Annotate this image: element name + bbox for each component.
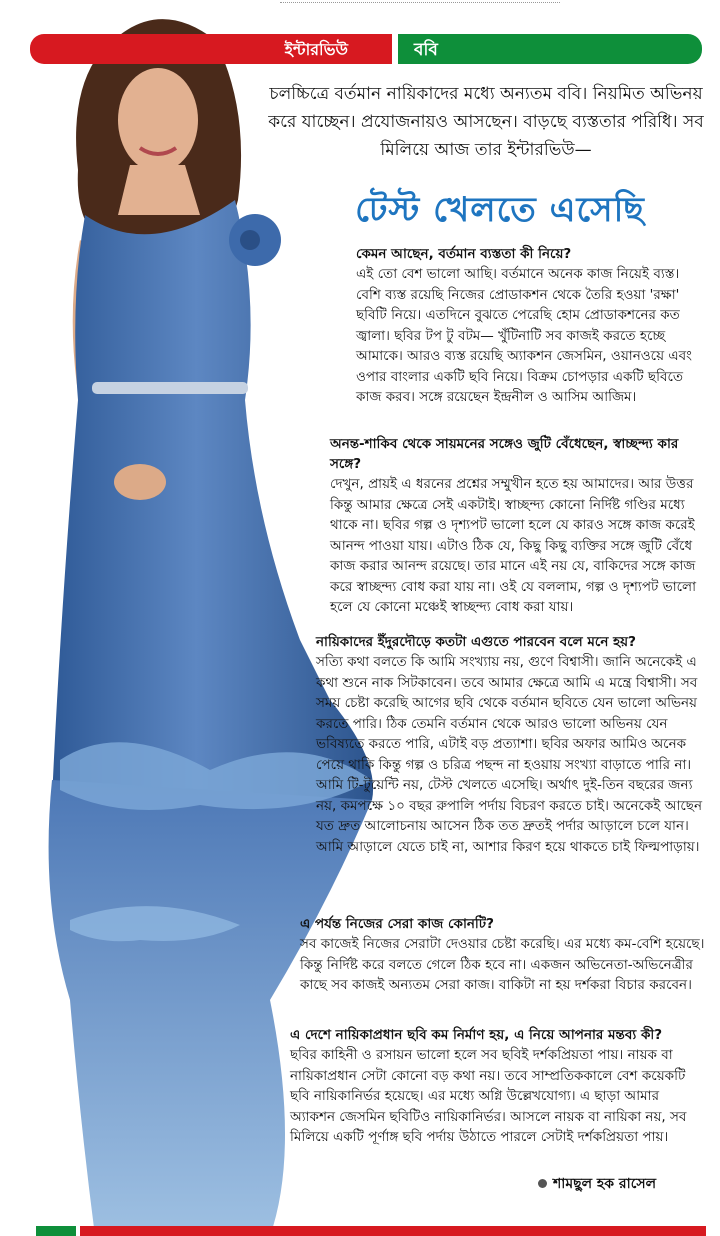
name-label: ববি: [414, 40, 438, 60]
qa-block-4: [300, 914, 708, 996]
qa-block-5: [290, 1025, 708, 1148]
answer-5: ছবির কাহিনী ও রসায়ন ভালো হলে সব ছবিই দর্শকপ্রিয়তা পায়। নায়ক বা নায়িকাপ্রধান সেটা কোনো বড় কথা নয়। তবে সাম্প্রতিককালে বেশ কয়েকটি ছবি নায়িকানির্ভর হয়েছে। এর মধ্যে অগ্নি উল্লেখযোগ্য। এ ছাড়া আমার অ্যাকশন জেসমিন ছবিটিও নায়িকানির্ভর। আসলে নায়ক বা নায়িকা নয়, সব মিলিয়ে একটি পূর্ণাঙ্গ ছবি পর্দায় উঠাতে পারলে সেটাই দর্শকপ্রিয়তা পায়।: [290, 1047, 687, 1145]
qa-block-2: [330, 434, 708, 618]
answer-1: এই তো বেশ ভালো আছি। বর্তমানে অনেক কাজ নিয়েই ব্যস্ত। বেশি ব্যস্ত রয়েছি নিজের প্রোডাকশন থেকে তৈরি হওয়া 'রক্ষা' ছবিটি নিয়ে। এতদিনে বুঝতে পেরেছি হোম প্রোডাকশনের কত জ্বালা। ছবির টপ টু বটম— খুঁটিনাটি সব কাজই করতে হচ্ছে আমাকে। আরও ব্যস্ত রয়েছি অ্যাকশন জেসমিন, ওয়ানওয়ে এবং ওপার বাংলার একটি ছবি নিয়ে। বিক্রম চোপড়ার একটি ছবিতে কাজ করব। সঙ্গে রয়েছেন ইন্দ্রনীল ও আসিম আজিম।: [356, 266, 692, 405]
question-1: কেমন আছেন, বর্তমান ব্যস্ততা কী নিয়ে?: [356, 246, 572, 262]
article-title: টেস্ট খেলতে এসেছি: [355, 190, 645, 230]
bullet-icon: [538, 1179, 547, 1188]
intro-text: চলচ্চিত্রে বর্তমান নায়িকাদের মধ্যে অন্যতম ববি। নিয়মিত অভিনয় করে যাচ্ছেন। প্রযোজনায়ও আসছেন। বাড়ছে ব্যস্ততার পরিধি। সব মিলিয়ে আজ তার ইন্টারভিউ—: [268, 84, 704, 160]
bottom-rule: [36, 1226, 706, 1236]
question-4: এ পর্যন্ত নিজের সেরা কাজ কোনটি?: [300, 916, 494, 932]
question-3: নায়িকাদের ইঁদুরদৌড়ে কতটা এগুতে পারবেন বলে মনে হয়?: [316, 634, 636, 650]
section-header: [30, 34, 702, 64]
question-2: অনন্ত-শাকিব থেকে সায়মনের সঙ্গেও জুটি বেঁধেছেন, স্বাচ্ছন্দ্য কার সঙ্গে?: [330, 436, 679, 472]
name-tag: [398, 34, 702, 64]
category-label: ইন্টারভিউ: [284, 40, 348, 59]
answer-2: দেখুন, প্রায়ই এ ধরনের প্রশ্নের সম্মুখীন হতে হয় আমাদের। আর উত্তর কিন্তু আমার ক্ষেত্রে সেই একটাই। স্বাচ্ছন্দ্য কোনো নির্দিষ্ট গণ্ডির মধ্যে থাকে না। ছবির গল্প ও দৃশ্যপট ভালো হলে যে কারও সঙ্গে কাজ করেই আনন্দ পাওয়া যায়। এটাও ঠিক যে, কিছু কিছু ব্যক্তির সঙ্গে জুটি বেঁধে কাজ করার আনন্দ রয়েছে। তার মানে এই নয় যে, বাকিদের সঙ্গে কাজ করে স্বাচ্ছন্দ্য বোধ করা যায় না। ওই যে বললাম, গল্প ও দৃশ্যপট ভালো হলে যে কোনো মঞ্চেই স্বাচ্ছন্দ্য বোধ করা যায়।: [330, 476, 697, 615]
question-5: এ দেশে নায়িকাপ্রধান ছবি কম নির্মাণ হয়, এ নিয়ে আপনার মন্তব্য কী?: [290, 1027, 663, 1043]
category-tag: [30, 34, 392, 64]
qa-block-3: [316, 632, 708, 857]
answer-3: সত্যি কথা বলতে কি আমি সংখ্যায় নয়, গুণে বিশ্বাসী। জানি অনেকেই এ কথা শুনে নাক সিটকাবেন। তবে আমার ক্ষেত্রে আমি এ মন্ত্রে বিশ্বাসী। সব সময় চেষ্টা করেছি আগের ছবি থেকে বর্তমান ছবিতে যেন ভালো অভিনয় করতে পারি। ঠিক তেমনি বর্তমান থেকে আরও ভালো অভিনয় যেন ভবিষ্যতে করতে পারি, এটাই বড় প্রত্যাশা। ছবির অফার আমিও অনেক পেয়ে থাকি কিন্তু গল্প ও চরিত্র পছন্দ না হওয়ায় সংখ্যা বাড়াতে পারি না। আমি টি-টুয়েন্টি নয়, টেস্ট খেলতে এসেছি। অর্থাৎ দুই-তিন বছরের জন্য নয়, কমপক্ষে ১০ বছর রুপালি পর্দায় বিচরণ করতে চাই। অনেকেই আছেন যত দ্রুত আলোচনায় আসেন ঠিক তত দ্রুতই পর্দার আড়ালে চলে যান। আমি আড়ালে যেতে চাই না, আশার কিরণ হয়ে থাকতে চাই ফিল্মপাড়ায়।: [316, 654, 703, 855]
qa-block-1: [356, 244, 708, 408]
byline: [538, 1172, 708, 1196]
answer-4: সব কাজেই নিজের সেরাটা দেওয়ার চেষ্টা করেছি। এর মধ্যে কম-বেশি হয়েছে। কিন্তু নির্দিষ্ট করে বলতে গেলে ঠিক হবে না। একজন অভিনেতা-অভিনেত্রীর কাছে সব কাজই অন্যতম সেরা কাজ। বাকিটা না হয় দর্শকরা বিচার করবেন।: [300, 936, 705, 993]
byline-text: শামছুল হক রাসেল: [553, 1176, 656, 1192]
